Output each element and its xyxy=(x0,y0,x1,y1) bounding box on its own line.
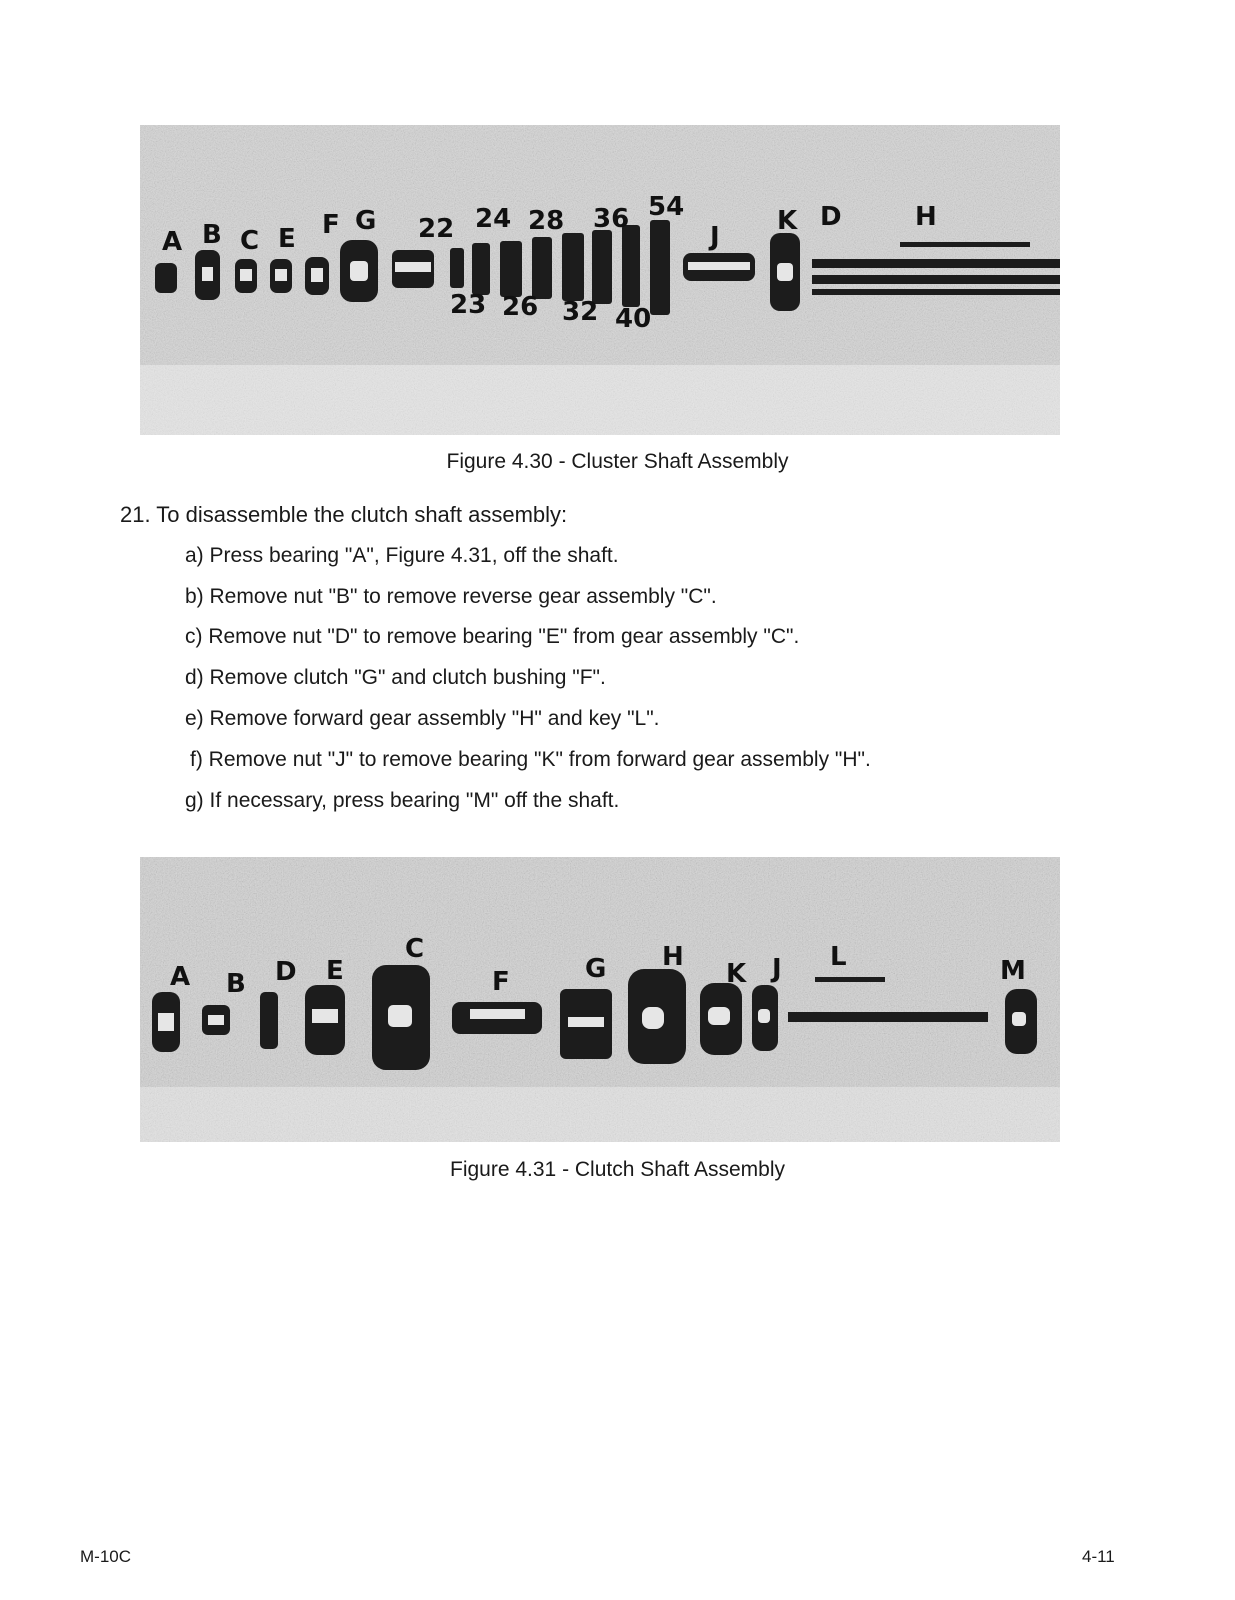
clutch-shaft-diagram xyxy=(140,857,1060,1142)
step-d: d) Remove clutch "G" and clutch bushing "F". xyxy=(185,666,606,689)
label-B: B xyxy=(226,969,246,999)
label-A: A xyxy=(170,962,191,992)
label-J: J xyxy=(710,222,720,252)
label-K: K xyxy=(777,206,798,236)
step-e: e) Remove forward gear assembly "H" and key "L". xyxy=(185,707,660,730)
label-22: 22 xyxy=(418,214,455,244)
step-21-heading: 21. To disassemble the clutch shaft assembly: xyxy=(120,502,568,527)
footer-model: M-10C xyxy=(80,1547,132,1566)
label-M: M xyxy=(1000,956,1026,986)
label-54: 54 xyxy=(648,192,685,222)
label-24: 24 xyxy=(475,204,512,234)
step-f: f) Remove nut "J" to remove bearing "K" from forward gear assembly "H". xyxy=(190,748,871,771)
figure-4-31-photo xyxy=(140,857,1060,1142)
label-28: 28 xyxy=(528,206,565,236)
label-D: D xyxy=(820,202,842,232)
label-E: E xyxy=(326,956,344,986)
step-a: a) Press bearing "A", Figure 4.31, off the shaft. xyxy=(185,544,619,567)
label-C: C xyxy=(405,934,425,964)
label-J: J xyxy=(772,954,782,984)
cluster-shaft-diagram xyxy=(140,125,1060,435)
label-G: G xyxy=(585,954,607,984)
label-26: 26 xyxy=(502,292,539,322)
label-F: F xyxy=(322,210,340,240)
label-23: 23 xyxy=(450,290,487,320)
figure-4-30-photo xyxy=(140,125,1060,435)
label-32: 32 xyxy=(562,297,599,327)
figure-4-31-caption: Figure 4.31 - Clutch Shaft Assembly xyxy=(450,1158,785,1181)
label-L: L xyxy=(830,942,847,972)
label-F: F xyxy=(492,967,510,997)
label-A: A xyxy=(162,227,183,257)
label-H: H xyxy=(662,942,684,972)
label-E: E xyxy=(278,224,296,254)
label-36: 36 xyxy=(593,204,630,234)
step-c: c) Remove nut "D" to remove bearing "E" from gear assembly "C". xyxy=(185,625,800,648)
label-G: G xyxy=(355,206,377,236)
label-D: D xyxy=(275,957,297,987)
step-g: g) If necessary, press bearing "M" off the shaft. xyxy=(185,789,620,812)
footer-page-number: 4-11 xyxy=(1082,1547,1115,1566)
label-K: K xyxy=(726,959,747,989)
label-B: B xyxy=(202,220,222,250)
label-C: C xyxy=(240,226,260,256)
step-b: b) Remove nut "B" to remove reverse gear assembly "C". xyxy=(185,585,717,608)
figure-4-30-caption: Figure 4.30 - Cluster Shaft Assembly xyxy=(446,450,789,473)
label-40: 40 xyxy=(615,304,652,334)
label-H: H xyxy=(915,202,937,232)
